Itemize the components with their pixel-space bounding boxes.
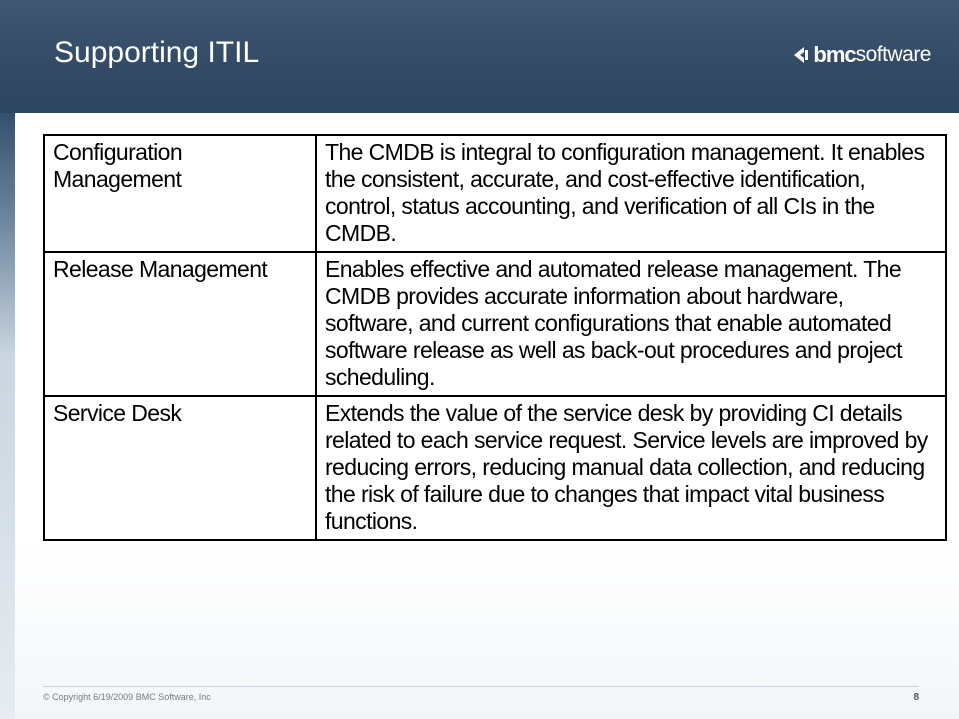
table-row bbox=[44, 396, 946, 540]
itil-process-table bbox=[43, 134, 947, 541]
table-row bbox=[44, 135, 946, 252]
table-row bbox=[44, 252, 946, 396]
process-name-cell: Release Management bbox=[44, 252, 316, 396]
bmc-logo-mark-icon bbox=[791, 44, 811, 66]
process-description-cell: Extends the value of the service desk by providing CI details related to each service request. Service levels are improved by reducing errors, reducing manual data collection, and reducing the risk of failure due to changes that impact vital business functions. bbox=[316, 396, 946, 540]
logo-text-bmc: bmc bbox=[813, 42, 856, 67]
bmc-software-logo bbox=[791, 40, 931, 70]
logo-text-software: software bbox=[855, 43, 931, 66]
slide-title: Supporting ITIL bbox=[54, 36, 260, 69]
process-description-cell: The CMDB is integral to configuration management. It enables the consistent, accurate, and cost-effective identification, control, status accounting, and verification of all CIs in the CMDB. bbox=[316, 135, 946, 252]
process-name-cell: Service Desk bbox=[44, 396, 316, 540]
process-description-cell: Enables effective and automated release management. The CMDB provides accurate information about hardware, software, and current configurations that enable automated software release as well as back-out procedures and project scheduling. bbox=[316, 252, 946, 396]
process-name-cell: Configuration Management bbox=[44, 135, 316, 252]
page-number: 8 bbox=[913, 692, 919, 703]
left-accent-strip bbox=[0, 113, 15, 719]
footer-divider bbox=[43, 686, 919, 687]
copyright-notice: © Copyright 6/19/2009 BMC Software, Inc bbox=[43, 692, 211, 702]
